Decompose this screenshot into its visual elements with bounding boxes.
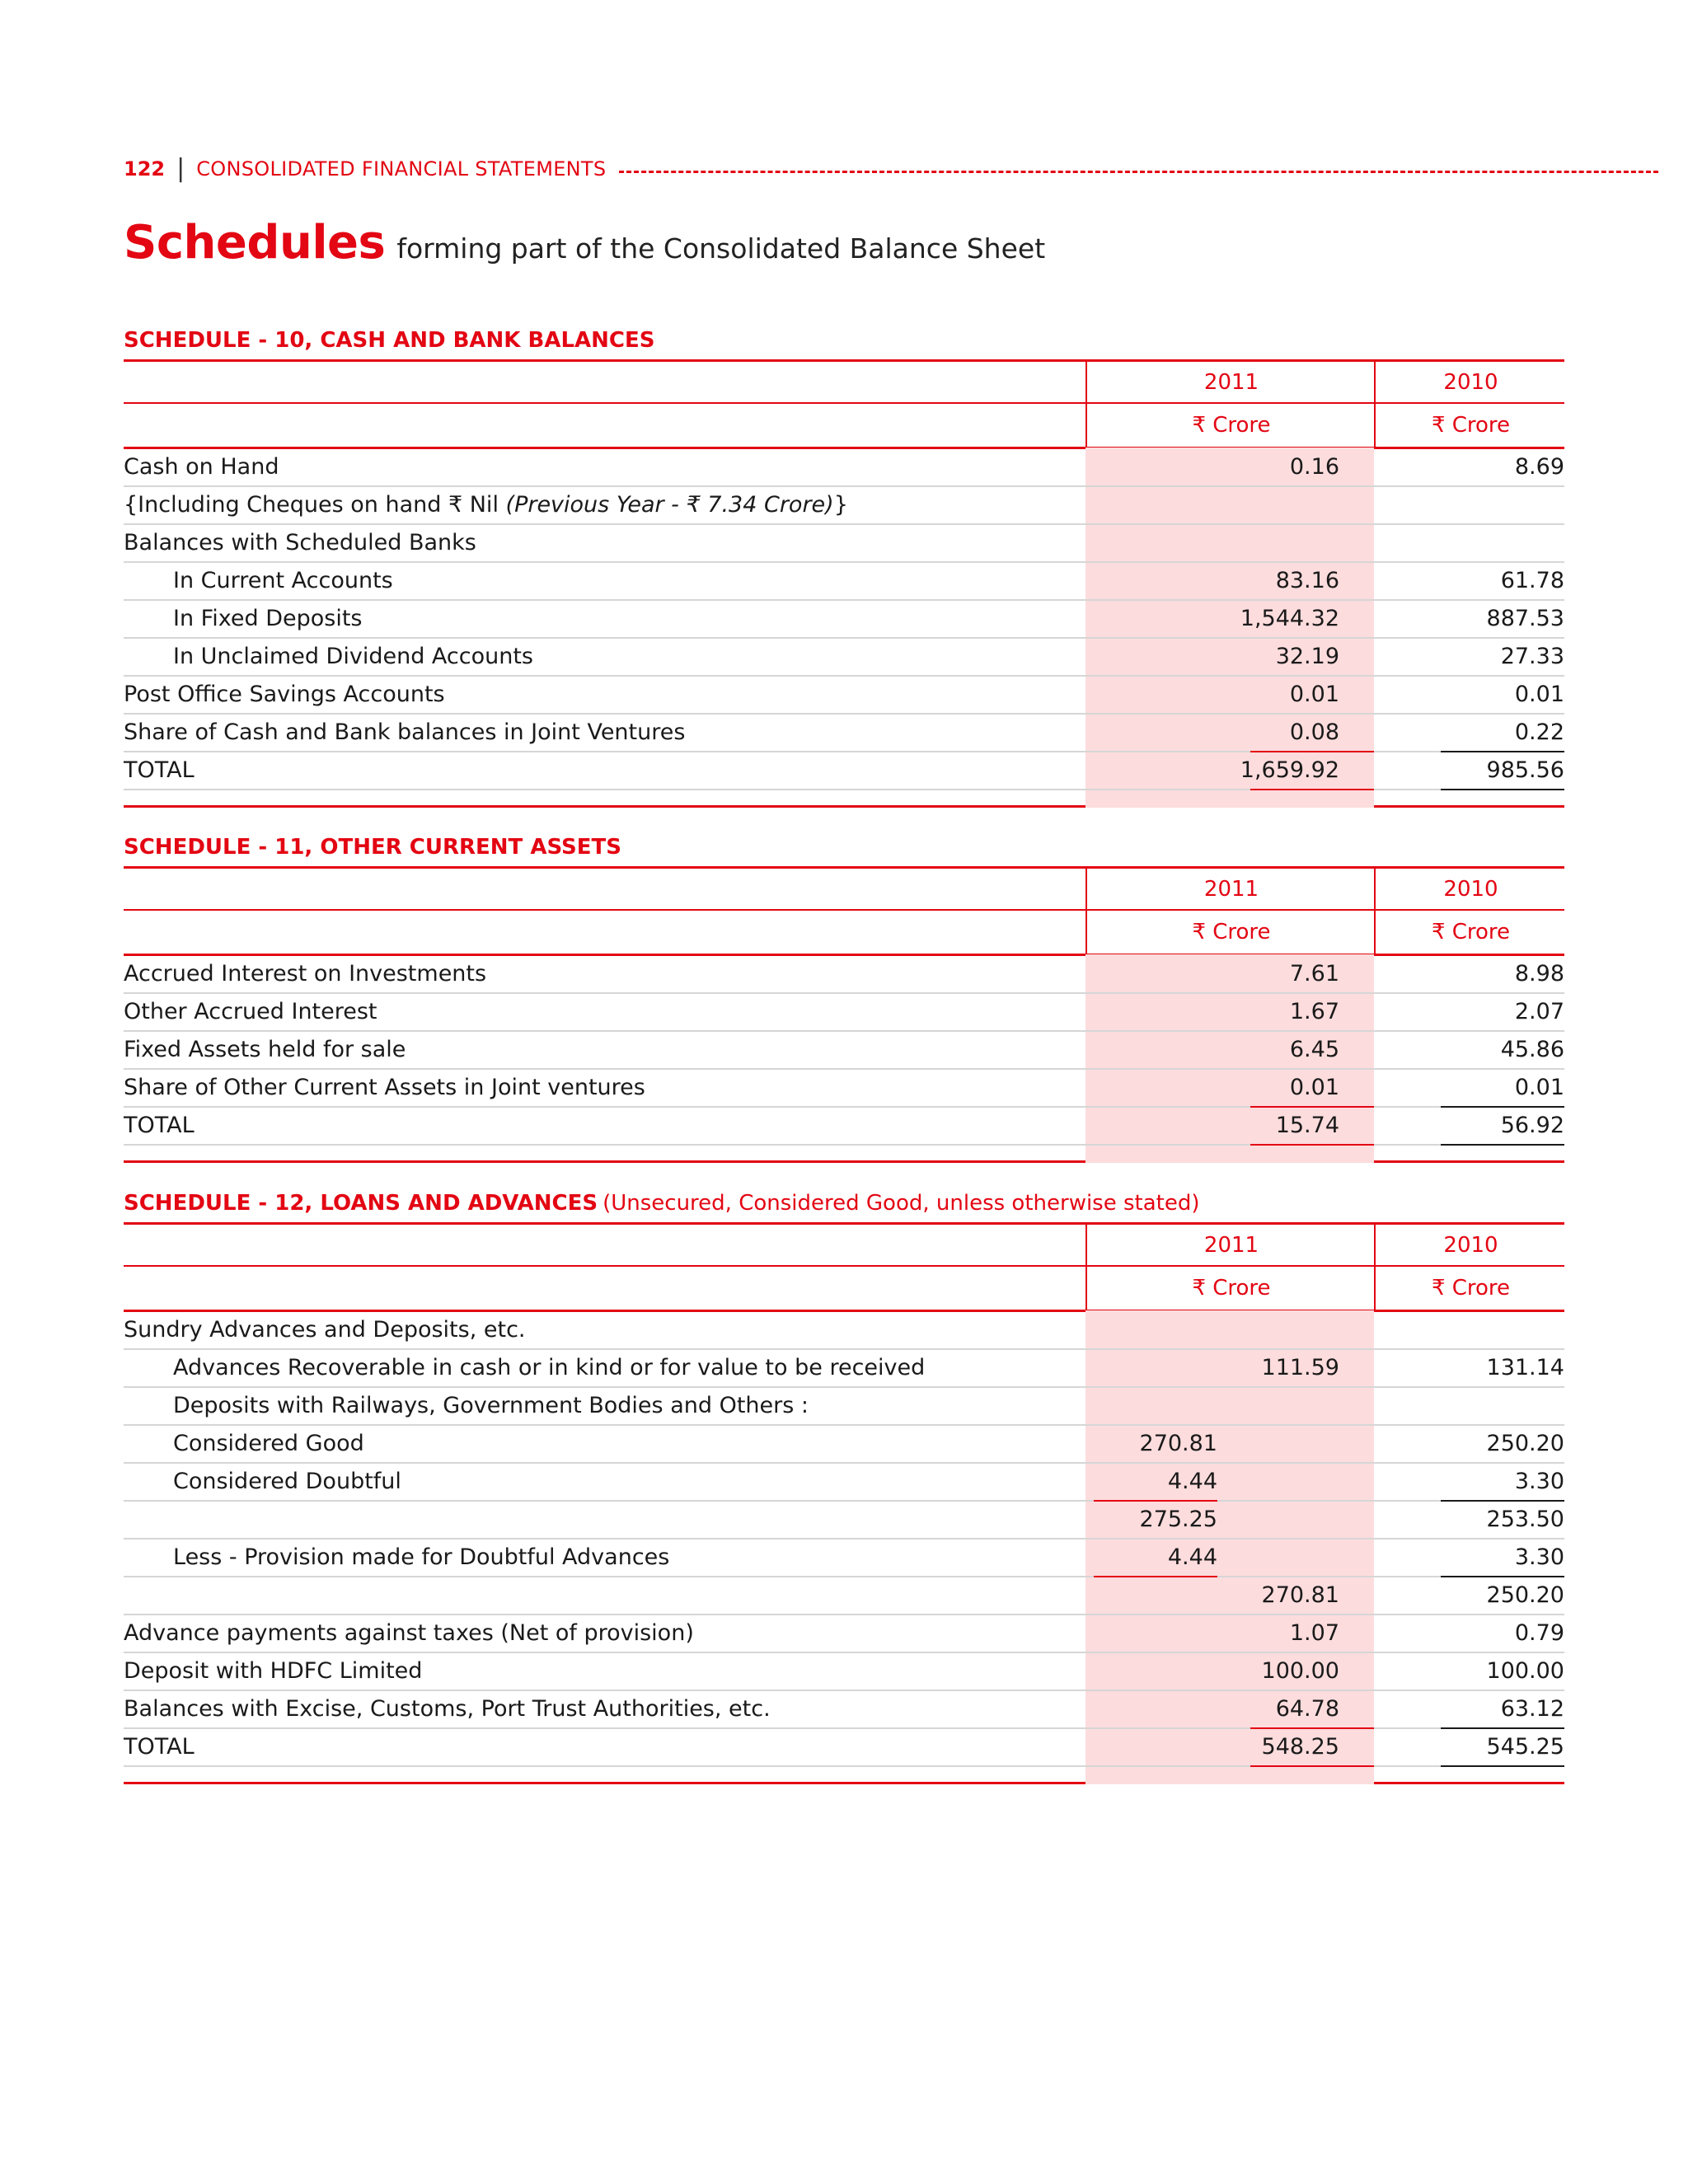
unit-header-row [124, 909, 1564, 954]
value-2010: 0.01 [1514, 1075, 1564, 1100]
value-2010: 887.53 [1486, 606, 1564, 631]
schedule-12-table [124, 1222, 1564, 1784]
row-label: TOTAL [124, 1113, 195, 1138]
page-title-main: Schedules [124, 216, 386, 269]
note-italic-text: (Previous Year - ₹ 7.34 Crore) [505, 492, 834, 518]
row-label: In Unclaimed Dividend Accounts [173, 644, 533, 669]
value-2010: 0.79 [1514, 1620, 1564, 1646]
subvalue-2011: 4.44 [1167, 1544, 1217, 1570]
section-title: CONSOLIDATED FINANCIAL STATEMENTS [196, 157, 607, 180]
table-row [124, 563, 1564, 601]
schedule-11-table [124, 866, 1564, 1163]
unit-2010-header: ₹ Crore [1374, 404, 1566, 447]
row-label: Deposits with Railways, Government Bodies and Others : [173, 1393, 809, 1418]
row-label: Deposit with HDFC Limited [124, 1658, 423, 1684]
value-2010: 45.86 [1500, 1037, 1564, 1062]
row-label: Considered Good [173, 1431, 364, 1456]
table-row [124, 677, 1564, 715]
value-2011: 270.81 [1261, 1582, 1339, 1608]
table-row [124, 449, 1564, 487]
table-row [124, 487, 1564, 525]
year-2011-header: 2011 [1085, 869, 1376, 909]
schedule-10-title: SCHEDULE - 10, CASH AND BANK BALANCES [124, 328, 655, 353]
value-2010: 0.22 [1514, 719, 1564, 745]
value-2010: 100.00 [1486, 1658, 1564, 1684]
table-row [124, 1032, 1564, 1070]
row-label: Balances with Scheduled Banks [124, 530, 476, 555]
total-2010: 985.56 [1486, 757, 1564, 783]
schedule-11-title: SCHEDULE - 11, OTHER CURRENT ASSETS [124, 835, 621, 860]
row-label: Advances Recoverable in cash or in kind or for value to be received [173, 1355, 926, 1380]
unit-header-row [124, 1265, 1564, 1310]
unit-2011-header: ₹ Crore [1085, 404, 1376, 447]
value-2010: 131.14 [1486, 1355, 1564, 1380]
table-row [124, 1312, 1564, 1350]
value-2011: 1.07 [1289, 1620, 1339, 1646]
value-2010: 8.98 [1514, 961, 1564, 987]
total-row [124, 1729, 1564, 1767]
schedule-12 [124, 1191, 1564, 1784]
year-2011-header: 2011 [1085, 362, 1376, 402]
page-header [124, 154, 1658, 183]
row-label: TOTAL [124, 1734, 195, 1760]
table-row [124, 956, 1564, 994]
table-row [124, 601, 1564, 639]
unit-2010-header: ₹ Crore [1374, 911, 1566, 954]
table-spacer [124, 790, 1564, 805]
value-2011: 6.45 [1289, 1037, 1339, 1062]
table-row [124, 715, 1564, 752]
value-2011: 7.61 [1289, 961, 1339, 987]
row-label: Considered Doubtful [173, 1469, 401, 1494]
table-row [124, 994, 1564, 1032]
note-close: } [833, 492, 848, 518]
row-label [124, 487, 848, 523]
value-2011: 32.19 [1275, 644, 1339, 669]
page-number: 122 [124, 157, 166, 180]
schedule-12-title-main: SCHEDULE - 12, LOANS AND ADVANCES [124, 1191, 598, 1216]
value-2011: 1.67 [1289, 999, 1339, 1024]
table-row [124, 1653, 1564, 1691]
table-row [124, 1388, 1564, 1426]
row-label: Share of Cash and Bank balances in Joint Ventures [124, 719, 686, 745]
total-row [124, 752, 1564, 790]
schedule-10 [124, 328, 1564, 808]
page-title-sub: forming part of the Consolidated Balance Sheet [396, 232, 1046, 265]
value-2011: 0.08 [1289, 719, 1339, 745]
row-label: Less - Provision made for Doubtful Advances [173, 1544, 670, 1570]
year-header-row [124, 869, 1564, 909]
row-label: Share of Other Current Assets in Joint ventures [124, 1075, 645, 1100]
total-2010: 56.92 [1500, 1113, 1564, 1138]
value-2010: 3.30 [1514, 1544, 1564, 1570]
year-2011-header: 2011 [1085, 1225, 1376, 1265]
row-label: Fixed Assets held for sale [124, 1037, 406, 1062]
table-row [124, 1350, 1564, 1388]
value-2010: 0.01 [1514, 682, 1564, 707]
value-2011: 0.01 [1289, 682, 1339, 707]
year-2010-header: 2010 [1374, 1225, 1566, 1265]
value-2010: 63.12 [1500, 1696, 1564, 1722]
subvalue-2011: 270.81 [1139, 1431, 1217, 1456]
year-header-row [124, 362, 1564, 402]
table-row [124, 639, 1564, 677]
value-2010: 61.78 [1500, 568, 1564, 593]
value-2011: 0.16 [1289, 454, 1339, 480]
value-2010: 250.20 [1486, 1431, 1564, 1456]
subvalue-2011: 4.44 [1167, 1469, 1217, 1494]
row-label: TOTAL [124, 757, 195, 783]
value-2011: 100.00 [1261, 1658, 1339, 1684]
row-label: In Fixed Deposits [173, 606, 363, 631]
note-text: {Including Cheques on hand ₹ Nil [124, 492, 506, 518]
unit-2011-header: ₹ Crore [1085, 911, 1376, 954]
total-2011: 1,659.92 [1240, 757, 1339, 783]
value-2010: 8.69 [1514, 454, 1564, 480]
unit-header-row [124, 402, 1564, 447]
table-row [124, 1615, 1564, 1653]
value-2011: 83.16 [1275, 568, 1339, 593]
year-2010-header: 2010 [1374, 362, 1566, 402]
subvalue-2011: 275.25 [1139, 1507, 1217, 1532]
table-spacer [124, 1767, 1564, 1782]
value-2010: 3.30 [1514, 1469, 1564, 1494]
value-2011: 111.59 [1261, 1355, 1339, 1380]
header-divider: | [176, 154, 185, 183]
unit-2011-header: ₹ Crore [1085, 1267, 1376, 1310]
table-row [124, 1464, 1564, 1502]
table-row [124, 1502, 1564, 1540]
total-2010: 545.25 [1486, 1734, 1564, 1760]
schedule-10-table [124, 359, 1564, 808]
total-2011: 548.25 [1261, 1734, 1339, 1760]
row-label: Cash on Hand [124, 454, 279, 480]
table-row [124, 1426, 1564, 1464]
value-2011: 64.78 [1275, 1696, 1339, 1722]
table-row [124, 525, 1564, 563]
row-label: Advance payments against taxes (Net of provision) [124, 1620, 694, 1646]
total-row [124, 1108, 1564, 1146]
value-2010: 2.07 [1514, 999, 1564, 1024]
row-label: Accrued Interest on Investments [124, 961, 487, 987]
value-2011: 1,544.32 [1240, 606, 1339, 631]
row-label: Other Accrued Interest [124, 999, 377, 1024]
dashed-rule [619, 171, 1658, 173]
value-2011: 0.01 [1289, 1075, 1339, 1100]
unit-2010-header: ₹ Crore [1374, 1267, 1566, 1310]
table-row [124, 1540, 1564, 1577]
row-label: Balances with Excise, Customs, Port Trust Authorities, etc. [124, 1696, 771, 1722]
schedule-12-title [124, 1191, 1564, 1222]
table-row [124, 1691, 1564, 1729]
table-row [124, 1070, 1564, 1108]
row-label: Post Office Savings Accounts [124, 682, 445, 707]
schedule-11 [124, 835, 1564, 1163]
value-2010: 250.20 [1486, 1582, 1564, 1608]
year-header-row [124, 1225, 1564, 1265]
value-2010: 27.33 [1500, 644, 1564, 669]
value-2010: 253.50 [1486, 1507, 1564, 1532]
row-label: Sundry Advances and Deposits, etc. [124, 1317, 526, 1343]
row-label: In Current Accounts [173, 568, 393, 593]
page-title [124, 216, 1045, 269]
total-2011: 15.74 [1275, 1113, 1339, 1138]
table-row [124, 1577, 1564, 1615]
table-spacer [124, 1146, 1564, 1160]
schedule-12-subtitle: (Unsecured, Considered Good, unless otherwise stated) [603, 1191, 1200, 1216]
year-2010-header: 2010 [1374, 869, 1566, 909]
